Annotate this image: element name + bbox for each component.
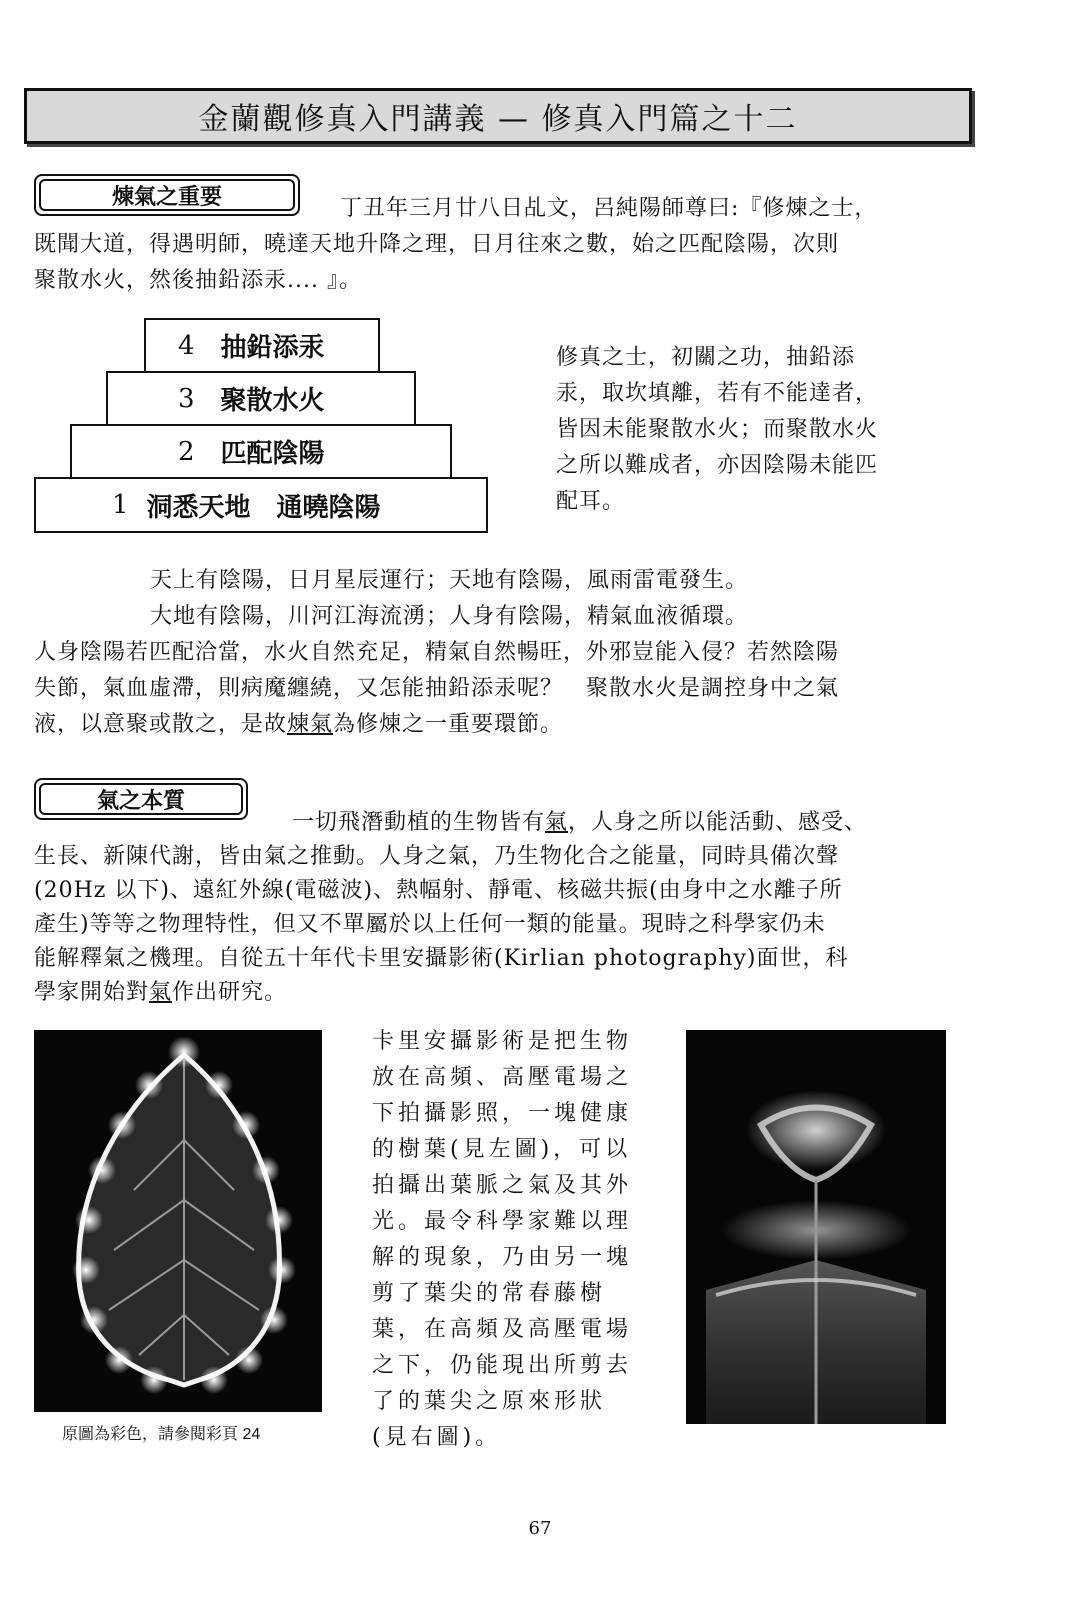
cut-leaf-image [686,1030,946,1424]
section-tag-1-label: 煉氣之重要 [39,179,295,211]
page-number: 67 [528,1518,552,1539]
paragraph-1: 天上有陰陽，日月星辰運行；天地有陰陽，風雨雷電發生。 [150,568,749,593]
photo-caption: 原圖為彩色，請參閱彩頁 24 [62,1426,261,1443]
center-line: 之下，仍能現出所剪去 [372,1353,633,1378]
step-4 [144,318,380,373]
section2-line-2: 生長、新陳代謝，皆由氣之推動。人身之氣，乃生物化合之能量，同時具備次聲 [34,844,840,869]
text-segment: 作出研究。 [172,980,288,1005]
step-4-label: 抽鉛添汞 [220,333,325,363]
center-line: 了的葉尖之原來形狀 [372,1389,607,1414]
paragraph-3-line-1: 人身陰陽若匹配洽當，水火自然充足，精氣自然暢旺，外邪豈能入侵？若然陰陽 [34,640,840,665]
center-line: 解的現象，乃由另一塊 [372,1245,633,1270]
kirlian-cut-leaf-photo [686,1030,946,1424]
center-line: 下拍攝影照，一塊健康 [372,1101,633,1126]
paragraph-3-line-2: 失節，氣血虛滯，則病魔纏繞，又怎能抽鉛添汞呢？ 聚散水火是調控身中之氣 [34,676,840,701]
side-line: 皆因未能聚散水火；而聚散水火 [556,417,879,442]
text-segment: 為修煉之一重要環節。 [333,712,564,737]
section-tag-2 [34,778,248,820]
center-line: 光。最令科學家難以理 [372,1209,633,1234]
side-paragraph [556,340,878,520]
page-title: 金蘭觀修真入門講義 — 修真入門篇之十二 [198,102,798,137]
step-2-label: 匹配陰陽 [220,439,325,469]
step-3-label: 聚散水火 [220,386,325,416]
center-line: 的樹葉(見左圖)，可以 [372,1137,632,1162]
text-segment: 學家開始對 [34,980,150,1005]
step-1-label: 洞悉天地 通曉陰陽 [146,492,381,523]
intro-line-3: 聚散水火，然後抽鉛添汞.... 』。 [34,268,362,293]
kirlian-leaf-photo [34,1030,322,1412]
center-paragraph [372,1024,632,1456]
text-segment: 一切飛潛動植的生物皆有 [292,810,546,835]
intro-line-1: 丁丑年三月廿八日乩文，呂純陽師尊曰:『修煉之士， [340,196,878,221]
center-line: 剪了葉尖的常春藤樹 [372,1281,607,1306]
underlined-term: 煉氣 [287,712,334,737]
step-1-number: 1 [112,490,129,520]
text-segment: 液，以意聚或散之，是故 [34,712,288,737]
section2-line-4: 產生)等等之物理特性，但又不單屬於以上任何一類的能量。現時之科學家仍未 [34,912,826,937]
leaf-image [34,1030,322,1412]
side-line: 修真之士，初關之功，抽鉛添 [556,345,856,370]
side-line: 之所以難成者，亦因陰陽未能匹 [556,453,879,478]
paragraph-3-line-3 [34,708,563,742]
section2-line-1 [292,806,867,840]
section-tag-2-label: 氣之本質 [39,783,243,815]
paragraph-2: 大地有陰陽，川河江海流湧；人身有陰陽，精氣血液循環。 [150,604,749,629]
text-segment: ，人身之所以能活動、感受、 [568,810,868,835]
intro-line-2: 既聞大道，得遇明師，曉達天地升降之理，日月往來之數，始之匹配陰陽，次則 [34,232,840,257]
page-title-bar [24,88,972,144]
center-line: 放在高頻、高壓電場之 [372,1065,633,1090]
step-2 [70,424,452,479]
center-line: 葉，在高頻及高壓電場 [372,1317,633,1342]
section2-line-3: (20Hz 以下)、遠紅外線(電磁波)、熱幅射、靜電、核磁共振(由身中之水離子所 [34,878,843,903]
side-line: 汞，取坎填離，若有不能達者， [556,381,879,406]
center-line: 拍攝出葉脈之氣及其外 [372,1173,633,1198]
underlined-term: 氣 [545,810,569,835]
side-line: 配耳。 [556,489,626,514]
step-1 [34,477,488,533]
section2-line-5: 能解釋氣之機理。自從五十年代卡里安攝影術(Kirlian photography)面世，科 [34,946,849,971]
step-3-number: 3 [178,383,195,414]
underlined-term: 氣 [149,980,173,1005]
center-line: 卡里安攝影術是把生物 [372,1029,633,1054]
step-3 [106,371,416,426]
section2-line-6 [34,976,287,1010]
section-tag-1 [34,174,300,216]
center-line: (見右圖)。 [372,1425,502,1450]
step-4-number: 4 [178,330,195,361]
step-2-number: 2 [178,436,195,467]
